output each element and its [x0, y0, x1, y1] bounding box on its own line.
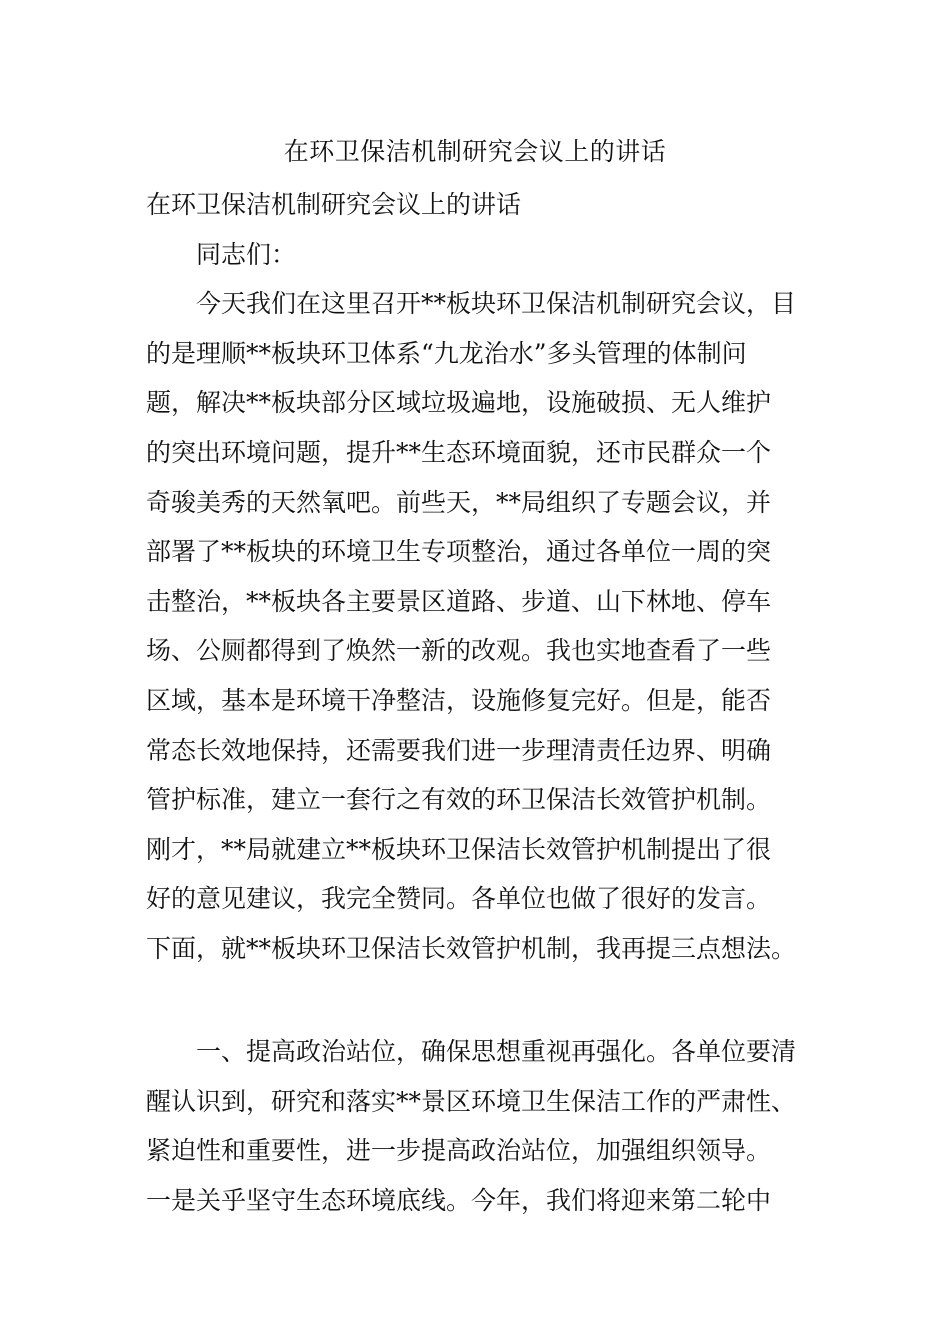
- speech-paragraph-block-1: [146, 180, 836, 974]
- text-line: 醒认识到，研究和落实**景区环境卫生保洁工作的严肃性、: [146, 1086, 797, 1116]
- text-line: 题，解决**板块部分区域垃圾遍地，设施破损、无人维护: [146, 388, 772, 418]
- text-line: 一是关乎坚守生态环境底线。今年，我们将迎来第二轮中: [146, 1185, 772, 1215]
- speech-paragraph-block-2: [146, 1027, 836, 1225]
- text-line: 紧迫性和重要性，进一步提高政治站位，加强组织领导。: [146, 1136, 772, 1166]
- text-line: 的是理顺**板块环卫体系“九龙治水”多头管理的体制问: [146, 338, 747, 368]
- text-line: 部署了**板块的环境卫生专项整治，通过各单位一周的突: [146, 537, 772, 567]
- document-title: 在环卫保洁机制研究会议上的讲话: [283, 137, 667, 166]
- text-line: 区域，基本是环境干净整洁，设施修复完好。但是，能否: [146, 685, 772, 715]
- text-line: 今天我们在这里召开**板块环卫保洁机制研究会议，目: [146, 289, 797, 319]
- text-line: 下面，就**板块环卫保洁长效管护机制，我再提三点想法。: [146, 933, 797, 963]
- text-line: 奇骏美秀的天然氧吧。前些天，**局组织了专题会议，并: [146, 487, 772, 517]
- text-line: 好的意见建议，我完全赞同。各单位也做了很好的发言。: [146, 884, 772, 914]
- text-line: 的突出环境问题，提升**生态环境面貌，还市民群众一个: [146, 437, 772, 467]
- text-line: 一、提高政治站位，确保思想重视再强化。各单位要清: [146, 1037, 797, 1066]
- text-line: 击整治，**板块各主要景区道路、步道、山下林地、停车: [146, 586, 772, 616]
- text-line: 常态长效地保持，还需要我们进一步理清责任边界、明确: [146, 735, 772, 765]
- text-line: 刚才，**局就建立**板块环卫保洁长效管护机制提出了很: [146, 834, 772, 864]
- text-line: 在环卫保洁机制研究会议上的讲话: [146, 190, 522, 219]
- text-line: 场、公厕都得到了焕然一新的改观。我也实地查看了一些: [146, 636, 772, 666]
- text-line: 同志们：: [146, 239, 297, 269]
- text-line: 管护标准，建立一套行之有效的环卫保洁长效管护机制。: [146, 785, 772, 815]
